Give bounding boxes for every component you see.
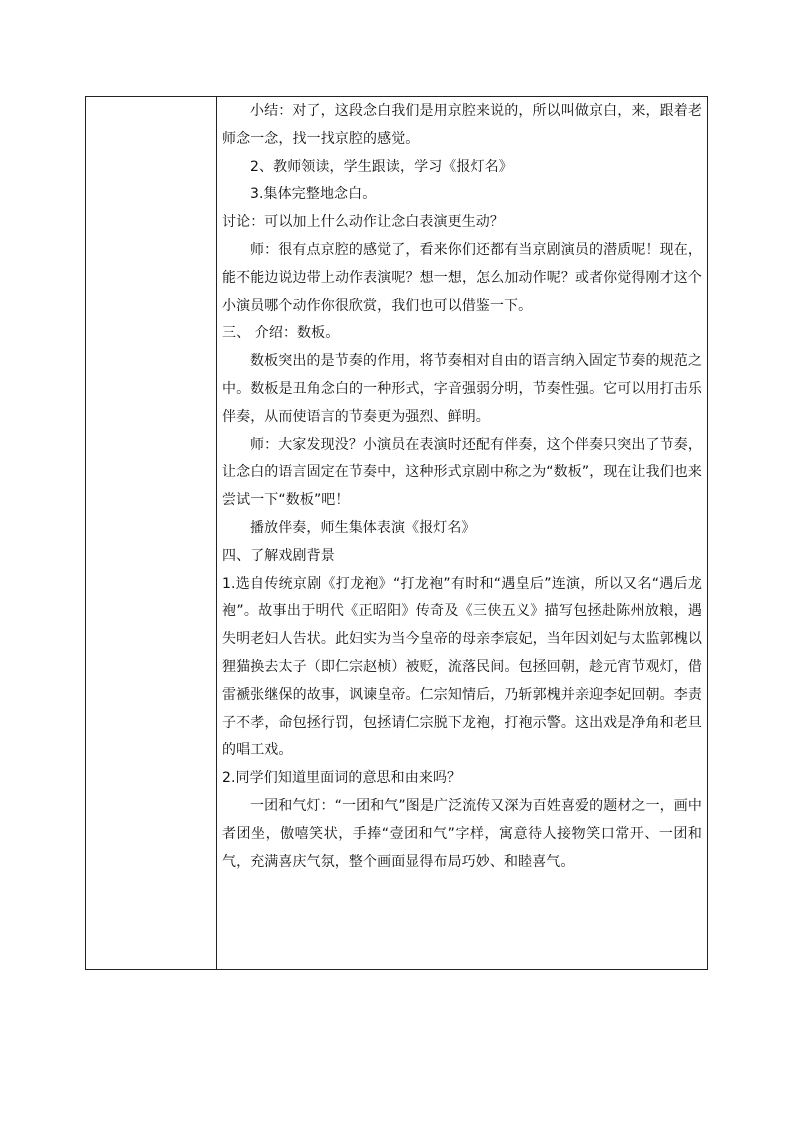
table-left-cell — [86, 97, 217, 969]
lesson-table — [85, 96, 708, 970]
shuban-description-paragraph: 数板突出的是节奏的作用，将节奏相对自由的语言纳入固定节奏的规范之中。数板是丑角念白的一种形式，字音强弱分明，节奏性强。它可以用打击乐伴奏，从而使语言的节奏更为强烈、鲜明。 — [222, 353, 702, 425]
question-paragraph: 2.同学们知道里面词的意思和由来吗？ — [222, 770, 462, 787]
step-2-paragraph: 2、教师领读，学生跟读，学习《报灯名》 — [250, 158, 513, 175]
table-content-cell — [217, 97, 707, 969]
teacher-remark-paragraph: 师：很有点京腔的感觉了，看来你们还都有当京剧演员的潜质呢！现在，能不能边说边带上动作表演呢？想一想，怎么加动作呢？或者你觉得刚才这个小演员哪个动作你很欣赏，我们也可以借鉴一下。 — [222, 241, 702, 314]
lantern-paragraph: 一团和气灯：“一团和气”图是广泛流传又深为百姓喜爱的题材之一，画中者团坐，傲嘻笑状，手捧“壹团和气”字样，寓意待人接物笑口常开、一团和气，充满喜庆气氛，整个画面显得布局巧妙、和睦喜气。 — [222, 797, 702, 870]
step-3-paragraph: 3.集体完整地念白。 — [250, 186, 377, 203]
summary-paragraph: 小结：对了，这段念白我们是用京腔来说的，所以叫做京白，来，跟着老师念一念，找一找京腔的感觉。 — [222, 103, 702, 147]
teacher-accompaniment-paragraph: 师：大家发现没？小演员在表演时还配有伴奏，这个伴奏只突出了节奏，让念白的语言固定在节奏中，这种形式京剧中称之为“数板”，现在让我们也来尝试一下“数板”吧！ — [222, 436, 703, 509]
play-accompaniment-paragraph: 播放伴奏，师生集体表演《报灯名》 — [250, 519, 476, 536]
section-3-heading: 三、 介绍：数板。 — [222, 325, 340, 342]
background-paragraph: 1.选自传统京剧《打龙袍》“打龙袍”有时和“遇皇后”连演，所以又名“遇后龙袍”。故事出于明代《正昭阳》传奇及《三侠五义》描写包拯赴陈州放粮，遇失明老妇人告状。此妇实为当今皇帝的母亲李宸妃，当年因刘妃与太监郭槐以狸猫换去太子（即仁宗赵桢）被贬，流落民间。包拯回朝，趁元宵节观灯，借雷褫张继保的故事，讽谏皇帝。仁宗知情后，乃斩郭槐并亲迎李妃回朝。李责子不孝，命包拯行罚，包拯请仁宗脱下龙袍，打袍示警。这出戏是净角和老旦的唱工戏。 — [222, 575, 702, 759]
discussion-paragraph: 讨论：可以加上什么动作让念白表演更生动？ — [222, 214, 504, 231]
section-4-heading: 四、了解戏剧背景 — [222, 547, 335, 564]
